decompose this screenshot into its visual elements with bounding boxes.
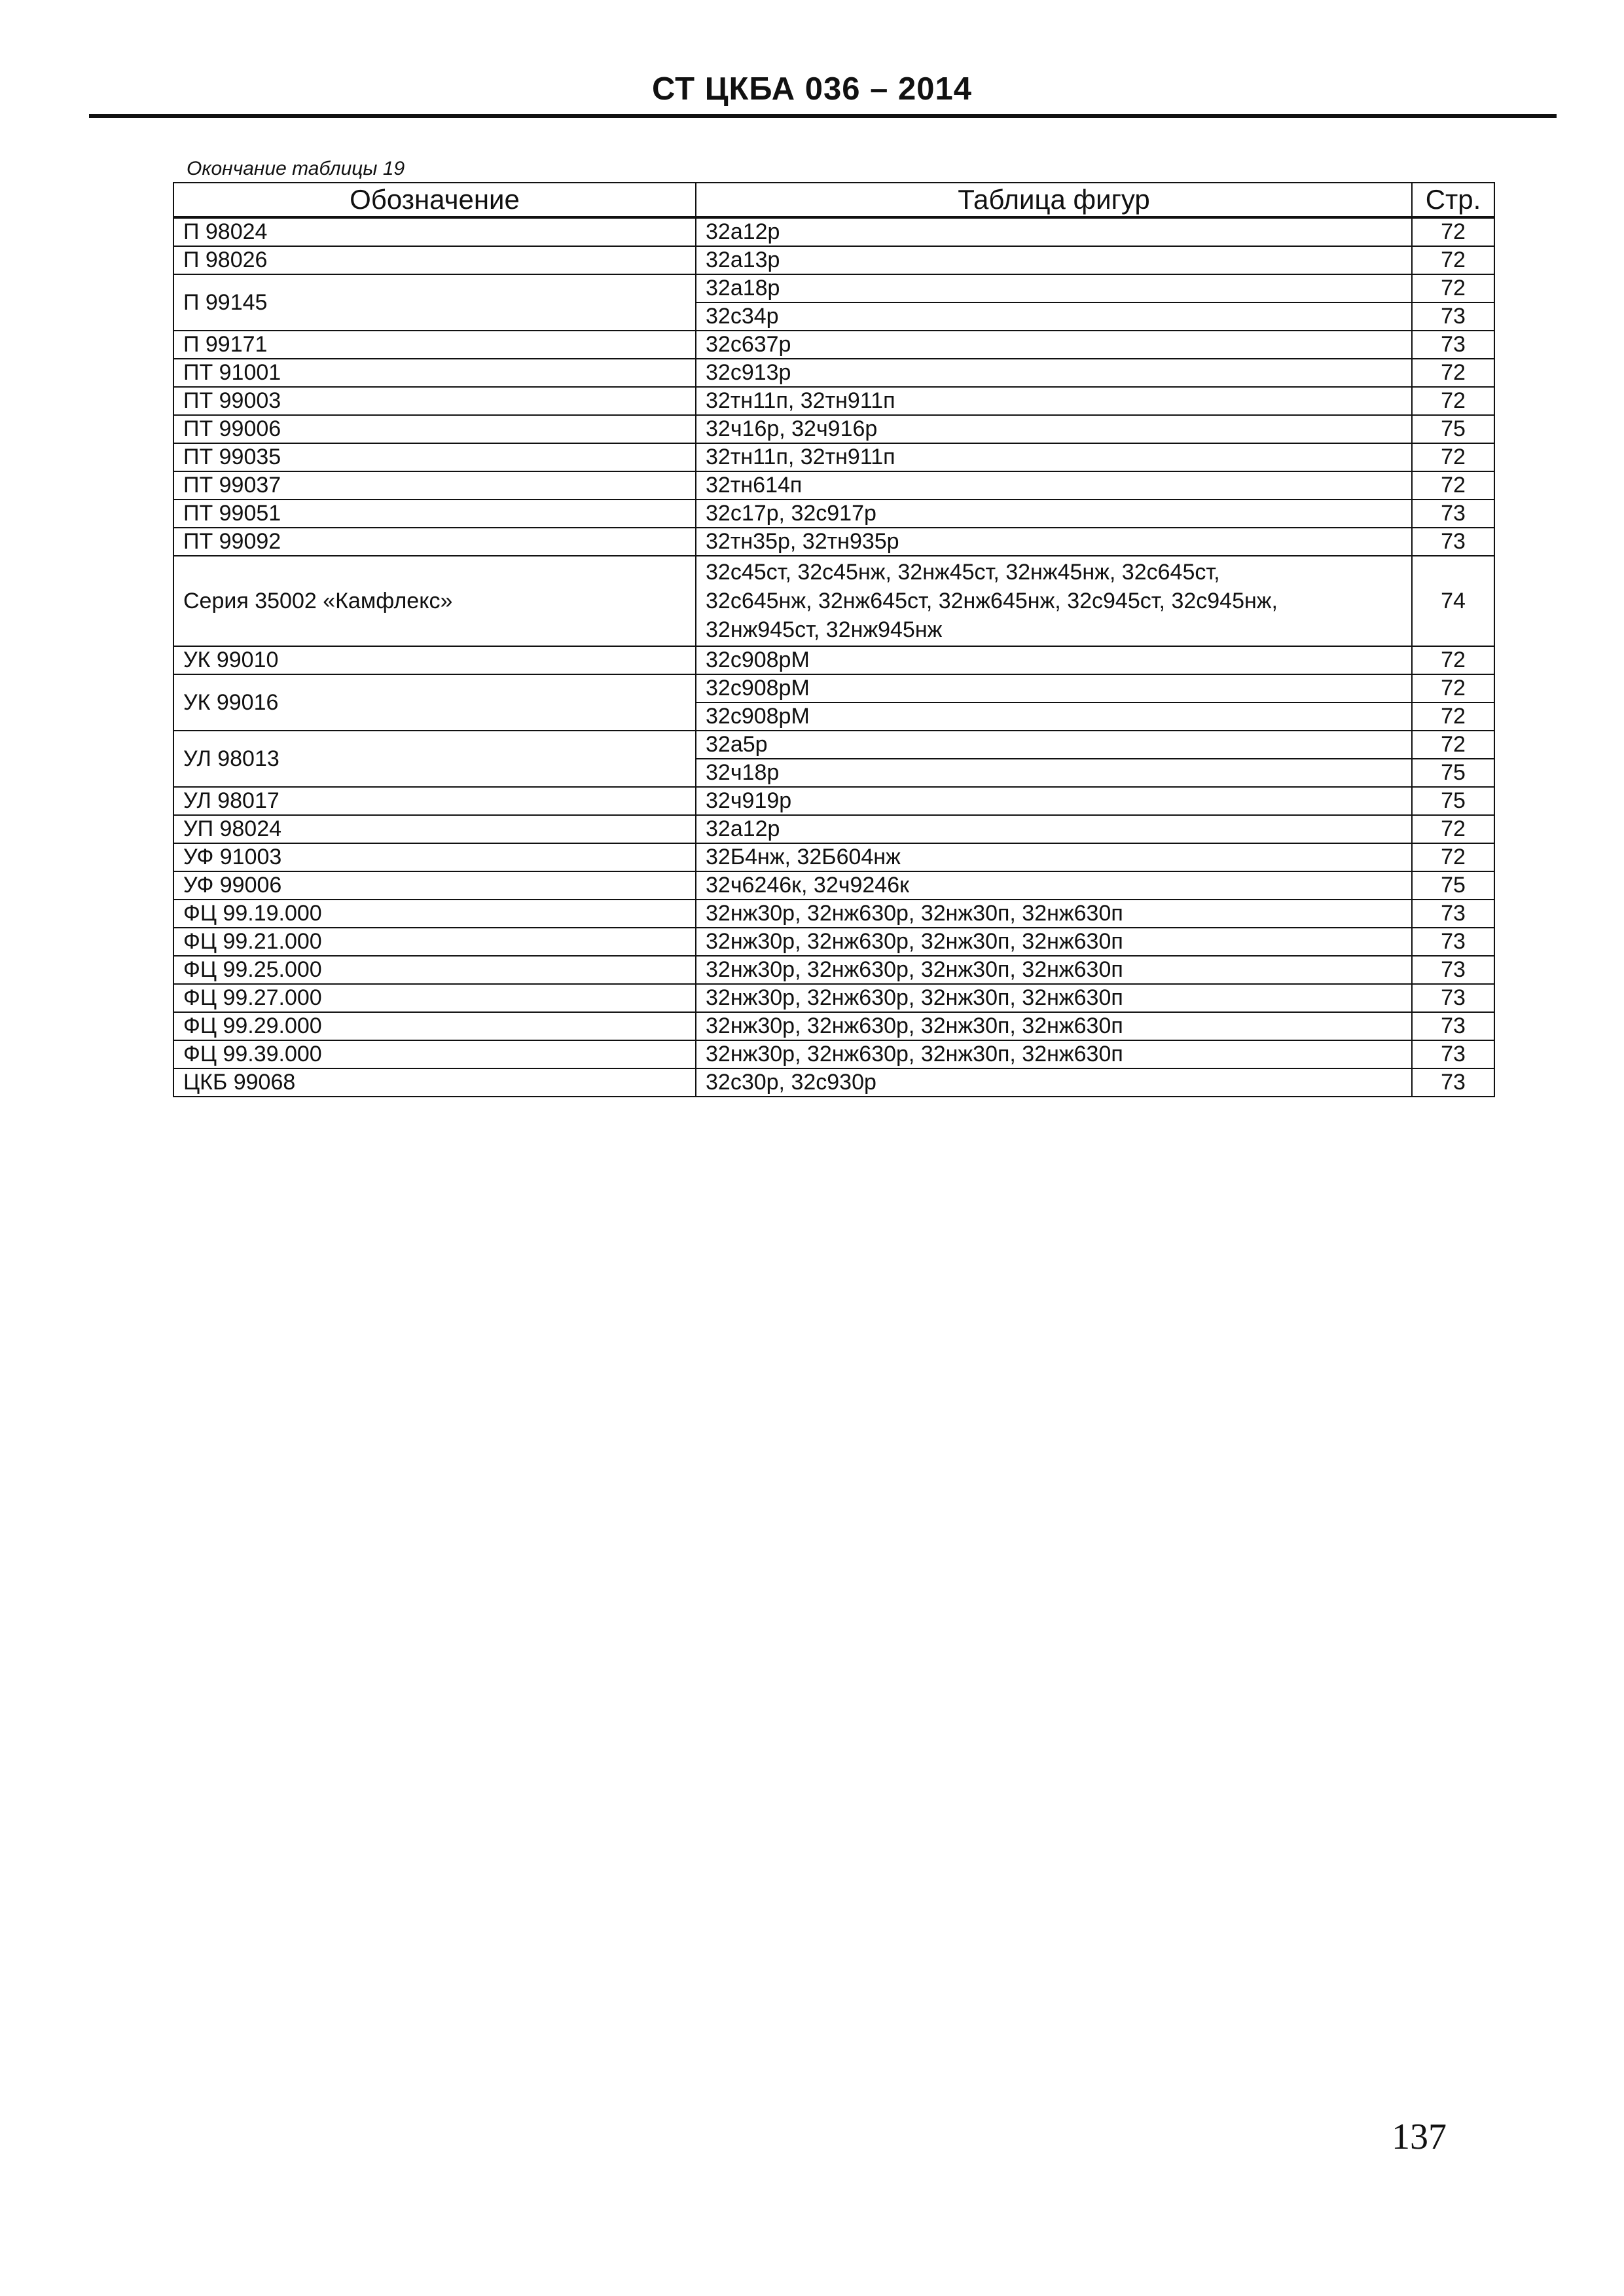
table-row	[173, 415, 1494, 443]
table-row	[173, 359, 1494, 387]
designation-figures-table	[173, 182, 1495, 1097]
page-cell: 75	[1412, 787, 1494, 815]
figures-cell: 32с908рМ	[696, 702, 1412, 731]
table-row	[173, 500, 1494, 528]
figures-line: 32с645нж, 32нж645ст, 32нж645нж, 32с945ст, 32с945нж,	[706, 589, 1278, 613]
designation-cell: УФ 91003	[173, 843, 696, 871]
page-cell: 72	[1412, 387, 1494, 415]
page-number: 137	[1392, 2117, 1447, 2157]
page-cell: 72	[1412, 217, 1494, 246]
page-cell: 72	[1412, 471, 1494, 500]
page-cell: 73	[1412, 1012, 1494, 1040]
figures-cell: 32ч16р, 32ч916р	[696, 415, 1412, 443]
figures-cell: 32нж30р, 32нж630р, 32нж30п, 32нж630п	[696, 1040, 1412, 1068]
table-row	[173, 731, 1494, 759]
page-cell: 72	[1412, 274, 1494, 302]
table-row	[173, 387, 1494, 415]
page-cell: 72	[1412, 443, 1494, 471]
figures-cell: 32а12р	[696, 217, 1412, 246]
table-header-row	[173, 183, 1494, 217]
figures-cell: 32а12р	[696, 815, 1412, 843]
designation-cell: П 99171	[173, 331, 696, 359]
table-row	[173, 1012, 1494, 1040]
page-cell: 73	[1412, 331, 1494, 359]
page-cell: 72	[1412, 843, 1494, 871]
column-header-figures: Таблица фигур	[696, 183, 1412, 217]
table-row	[173, 787, 1494, 815]
designation-cell: П 98026	[173, 246, 696, 274]
figures-cell: 32тн35р, 32тн935р	[696, 528, 1412, 556]
figures-cell: 32а5р	[696, 731, 1412, 759]
table-row	[173, 871, 1494, 900]
figures-cell: 32с913р	[696, 359, 1412, 387]
designation-cell: ФЦ 99.21.000	[173, 928, 696, 956]
table-row	[173, 217, 1494, 246]
figures-cell: 32нж30р, 32нж630р, 32нж30п, 32нж630п	[696, 1012, 1412, 1040]
figures-cell: 32с17р, 32с917р	[696, 500, 1412, 528]
column-header-page: Стр.	[1412, 183, 1494, 217]
designation-cell: ФЦ 99.39.000	[173, 1040, 696, 1068]
table-row	[173, 246, 1494, 274]
figures-cell: 32ч18р	[696, 759, 1412, 787]
page-cell: 73	[1412, 500, 1494, 528]
designation-cell: ПТ 99092	[173, 528, 696, 556]
page-cell: 72	[1412, 674, 1494, 702]
figures-cell: 32с908рМ	[696, 646, 1412, 674]
designation-cell: ПТ 99037	[173, 471, 696, 500]
header-divider	[89, 114, 1557, 118]
designation-cell: П 99145	[173, 274, 696, 331]
designation-cell: УЛ 98017	[173, 787, 696, 815]
figures-cell: 32с637р	[696, 331, 1412, 359]
figures-cell: 32с908рМ	[696, 674, 1412, 702]
page-cell: 75	[1412, 871, 1494, 900]
designation-cell: ФЦ 99.27.000	[173, 984, 696, 1012]
figures-line: 32с45ст, 32с45нж, 32нж45ст, 32нж45нж, 32с645ст,	[706, 560, 1220, 585]
designation-cell: ФЦ 99.25.000	[173, 956, 696, 984]
table-row	[173, 274, 1494, 302]
designation-cell: ПТ 99035	[173, 443, 696, 471]
figures-cell	[696, 556, 1412, 646]
page-cell: 72	[1412, 702, 1494, 731]
figures-cell: 32ч6246к, 32ч9246к	[696, 871, 1412, 900]
page-cell: 73	[1412, 1068, 1494, 1097]
table-row	[173, 646, 1494, 674]
designation-cell: ПТ 99006	[173, 415, 696, 443]
page-cell: 73	[1412, 900, 1494, 928]
table-row	[173, 815, 1494, 843]
page-cell: 73	[1412, 956, 1494, 984]
table-row	[173, 443, 1494, 471]
table-row	[173, 556, 1494, 646]
table-row	[173, 956, 1494, 984]
page-cell: 75	[1412, 759, 1494, 787]
figures-cell: 32тн11п, 32тн911п	[696, 443, 1412, 471]
figures-line: 32нж945ст, 32нж945нж	[706, 617, 943, 642]
designation-cell: ПТ 99003	[173, 387, 696, 415]
page-cell: 73	[1412, 1040, 1494, 1068]
page-cell: 73	[1412, 984, 1494, 1012]
designation-cell: ФЦ 99.19.000	[173, 900, 696, 928]
designation-cell: УК 99016	[173, 674, 696, 731]
figures-cell: 32с34р	[696, 302, 1412, 331]
figures-cell: 32а13р	[696, 246, 1412, 274]
table-row	[173, 843, 1494, 871]
figures-cell: 32а18р	[696, 274, 1412, 302]
designation-cell: ФЦ 99.29.000	[173, 1012, 696, 1040]
table-row	[173, 674, 1494, 702]
page-cell: 74	[1412, 556, 1494, 646]
designation-cell: ЦКБ 99068	[173, 1068, 696, 1097]
page-cell: 75	[1412, 415, 1494, 443]
page-cell: 73	[1412, 528, 1494, 556]
table-row	[173, 528, 1494, 556]
figures-cell: 32нж30р, 32нж630р, 32нж30п, 32нж630п	[696, 984, 1412, 1012]
designation-cell: УЛ 98013	[173, 731, 696, 787]
designation-cell: ПТ 99051	[173, 500, 696, 528]
column-header-designation: Обозначение	[173, 183, 696, 217]
table-caption: Окончание таблицы 19	[187, 158, 405, 179]
page-cell: 72	[1412, 359, 1494, 387]
designation-cell: Серия 35002 «Камфлекс»	[173, 556, 696, 646]
table-row	[173, 471, 1494, 500]
designation-cell: УФ 99006	[173, 871, 696, 900]
table-row	[173, 900, 1494, 928]
figures-cell: 32тн614п	[696, 471, 1412, 500]
table-row	[173, 984, 1494, 1012]
table-row	[173, 928, 1494, 956]
page-cell: 72	[1412, 815, 1494, 843]
figures-cell: 32Б4нж, 32Б604нж	[696, 843, 1412, 871]
figures-cell: 32тн11п, 32тн911п	[696, 387, 1412, 415]
table-row	[173, 331, 1494, 359]
figures-cell: 32нж30р, 32нж630р, 32нж30п, 32нж630п	[696, 928, 1412, 956]
figures-cell: 32нж30р, 32нж630р, 32нж30п, 32нж630п	[696, 956, 1412, 984]
page-cell: 73	[1412, 928, 1494, 956]
page-cell: 72	[1412, 246, 1494, 274]
designation-cell: УП 98024	[173, 815, 696, 843]
designation-cell: П 98024	[173, 217, 696, 246]
table-body	[173, 217, 1494, 1097]
designation-cell: УК 99010	[173, 646, 696, 674]
document-header-title: СТ ЦКБА 036 – 2014	[651, 71, 972, 107]
table-row	[173, 1068, 1494, 1097]
figures-cell: 32нж30р, 32нж630р, 32нж30п, 32нж630п	[696, 900, 1412, 928]
designation-cell: ПТ 91001	[173, 359, 696, 387]
figures-cell: 32с30р, 32с930р	[696, 1068, 1412, 1097]
figures-cell: 32ч919р	[696, 787, 1412, 815]
page-cell: 73	[1412, 302, 1494, 331]
page-cell: 72	[1412, 646, 1494, 674]
page-cell: 72	[1412, 731, 1494, 759]
table-row	[173, 1040, 1494, 1068]
